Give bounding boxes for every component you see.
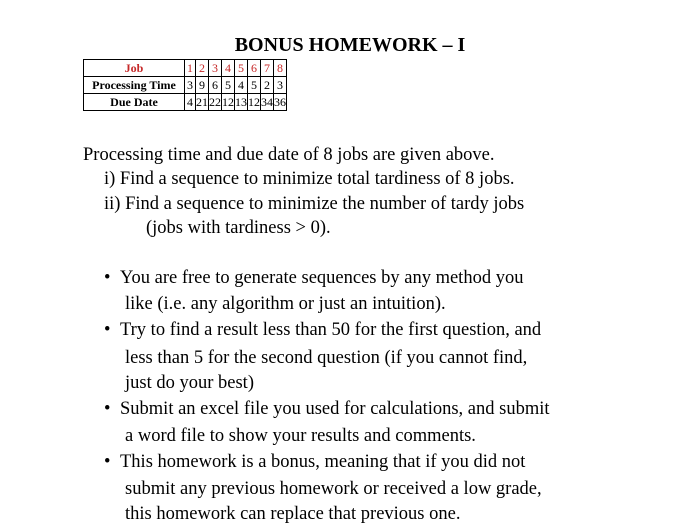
bullet-item-2 (104, 318, 541, 342)
question-2: ii) Find a sequence to minimize the number of tardy jobs (104, 194, 525, 214)
due-date-cell: 12 (248, 95, 260, 109)
bullet-1-continued: like (i.e. any algorithm or just an intuition). (125, 294, 446, 314)
row-label-due-date: Due Date (84, 94, 185, 111)
processing-time-cell: 5 (248, 77, 261, 94)
processing-time-cell: 5 (222, 77, 235, 94)
due-date-cell: 21 (196, 95, 208, 109)
processing-time-cell: 9 (196, 77, 209, 94)
bullet-3-continued: a word file to show your results and comments. (125, 426, 476, 446)
due-date-cell: 34 (261, 95, 273, 109)
bullet-4-continued: submit any previous homework or received a low grade, (125, 479, 542, 499)
job-number: 4 (222, 60, 235, 77)
bullet-4-continued-2: this homework can replace that previous one. (125, 504, 461, 524)
table-row-due-date (84, 94, 287, 111)
processing-time-cell: 3 (185, 77, 196, 94)
job-number: 3 (209, 60, 222, 77)
job-number: 8 (274, 60, 287, 77)
bullet-text: You are free to generate sequences by any method you (120, 268, 524, 288)
job-number: 6 (248, 60, 261, 77)
row-label-processing-time: Processing Time (84, 77, 185, 94)
processing-time-cell: 4 (235, 77, 248, 94)
due-date-cell: 4 (185, 94, 196, 111)
job-number: 2 (196, 60, 209, 77)
bullet-item-1 (104, 266, 523, 290)
bullet-icon: • (104, 399, 111, 419)
due-date-cell: 22 (209, 95, 221, 109)
job-number: 1 (185, 60, 196, 77)
processing-time-cell: 6 (209, 77, 222, 94)
bullet-icon: • (104, 452, 111, 472)
bullet-text: Try to find a result less than 50 for the first question, and (120, 320, 542, 340)
page-title: BONUS HOMEWORK – I (234, 34, 466, 56)
row-label-job: Job (84, 60, 185, 77)
intro-line: Processing time and due date of 8 jobs are given above. (83, 145, 495, 165)
jobs-table (83, 59, 287, 111)
question-1: i) Find a sequence to minimize total tardiness of 8 jobs. (104, 169, 515, 189)
table-row-job (84, 60, 287, 77)
bullet-item-3 (104, 397, 550, 421)
bullet-icon: • (104, 268, 111, 288)
due-date-cell: 36 (274, 95, 286, 109)
table-row-processing-time (84, 77, 287, 94)
bullet-text: Submit an excel file you used for calculations, and submit (120, 399, 550, 419)
due-date-cell: 13 (235, 95, 247, 109)
bullet-text: This homework is a bonus, meaning that if you did not (120, 452, 526, 472)
bullet-2-continued-2: just do your best) (125, 373, 254, 393)
processing-time-cell: 3 (274, 77, 287, 94)
processing-time-cell: 2 (261, 77, 274, 94)
job-number: 7 (261, 60, 274, 77)
bullet-item-4 (104, 450, 525, 474)
bullet-icon: • (104, 320, 111, 340)
bullet-2-continued: less than 5 for the second question (if you cannot find, (125, 348, 528, 368)
job-number: 5 (235, 60, 248, 77)
question-2-continued: (jobs with tardiness > 0). (146, 218, 331, 238)
due-date-cell: 12 (222, 95, 234, 109)
